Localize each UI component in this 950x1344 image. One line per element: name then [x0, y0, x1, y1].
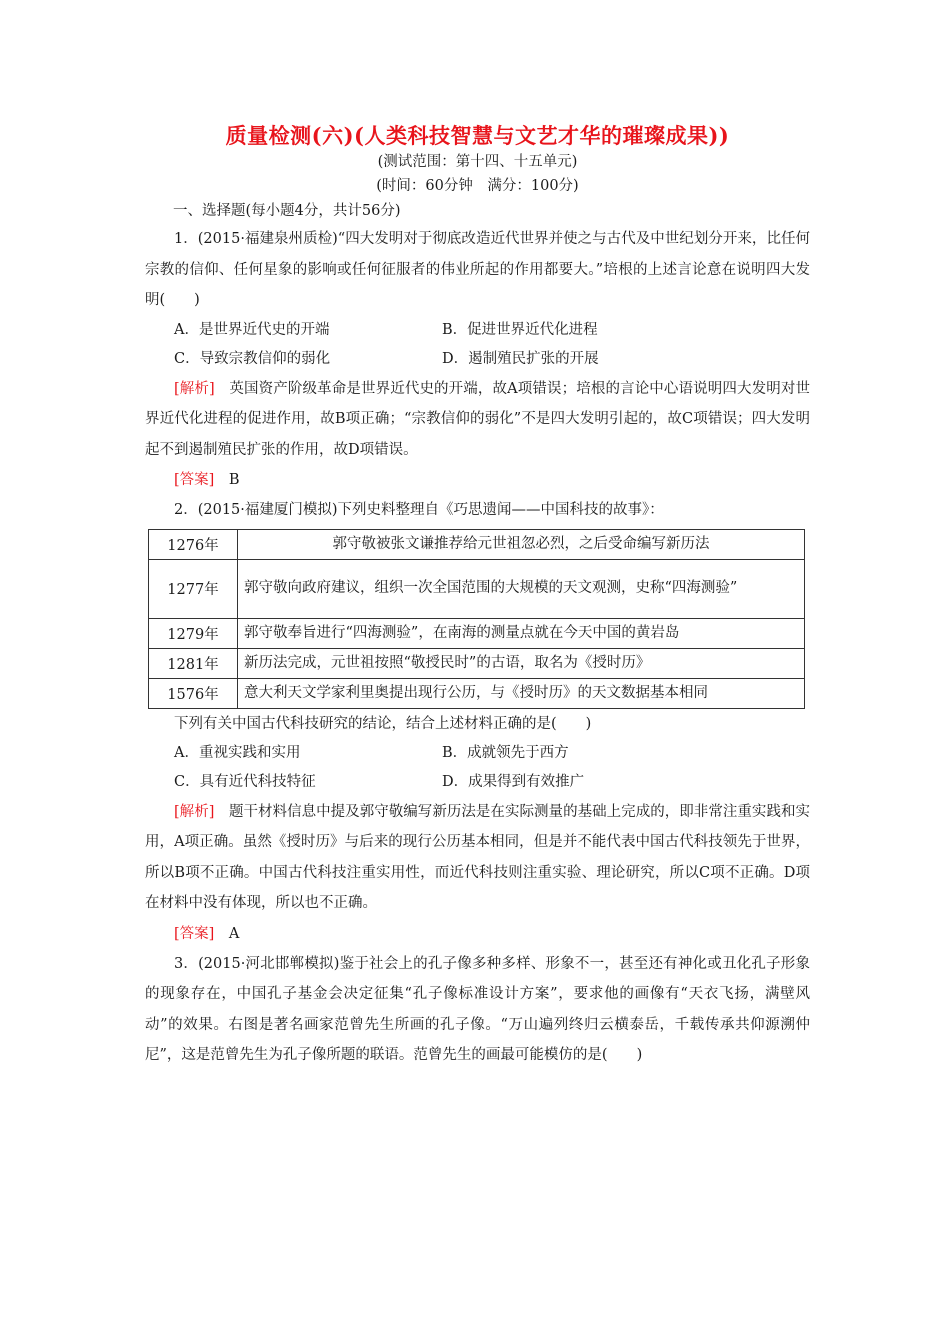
question-2-options — [145, 739, 810, 797]
table-cell-event: 新历法完成，元世祖按照“敬授民时”的古语，取名为《授时历》 — [238, 648, 805, 678]
question-1-answer — [145, 465, 810, 495]
answer-value: A — [214, 925, 240, 942]
history-table — [148, 529, 805, 709]
question-1-options — [145, 316, 810, 374]
option-d: D．成果得到有效推广 — [442, 773, 585, 790]
table-cell-year: 1276年 — [149, 529, 238, 559]
option-d: D．遏制殖民扩张的开展 — [442, 350, 599, 367]
table-row — [149, 559, 805, 618]
answer-tag: [答案] — [174, 925, 215, 942]
table-row — [149, 678, 805, 708]
question-2-answer — [145, 919, 810, 949]
question-1-analysis — [145, 374, 810, 466]
question-1-stem: 1．(2015·福建泉州质检)“四大发明对于彻底改造近代世界并使之与古代及中世纪划分开来，比任何宗教的信仰、任何星象的影响或任何征服者的伟业所起的作用都要大。”培根的上述言论意在说明四大发明( ) — [145, 231, 810, 308]
table-cell-event: 郭守敬奉旨进行“四海测验”，在南海的测量点就在今天中国的黄岩岛 — [238, 618, 805, 648]
table-cell-event: 郭守敬向政府建议，组织一次全国范围的大规模的天文观测，史称“四海测验” — [238, 559, 805, 618]
table-row — [149, 648, 805, 678]
option-b: B．成就领先于西方 — [442, 744, 569, 761]
test-time: (时间：60分钟 满分：100分) — [376, 178, 579, 194]
question-1 — [145, 224, 810, 495]
option-c: C．具有近代科技特征 — [174, 773, 316, 790]
analysis-tag: [解析] — [174, 380, 215, 397]
test-scope: (测试范围：第十四、十五单元) — [377, 154, 578, 170]
analysis-tag: [解析] — [174, 803, 215, 820]
option-a: A．是世界近代史的开端 — [174, 321, 330, 338]
option-c: C．导致宗教信仰的弱化 — [174, 350, 331, 367]
table-cell-year: 1277年 — [149, 559, 238, 618]
question-3-stem: 3．(2015·河北邯郸模拟)鉴于社会上的孔子像多种多样、形象不一，甚至还有神化或丑化孔子形象的现象存在，中国孔子基金会决定征集“孔子像标准设计方案”，要求他的画像有“天衣飞扬，满壁风动”的效果。右图是著名画家范曾先生所画的孔子像。“万山遍列终归云横泰岳，千载传承共仰源溯仲尼”，这是范曾先生为孔子像所题的联语。范曾先生的画最可能模仿的是( ) — [145, 955, 810, 1063]
question-2 — [145, 495, 810, 949]
question-2-analysis — [145, 797, 810, 919]
analysis-text: 英国资产阶级革命是世界近代史的开端，故A项错误；培根的言论中心语说明四大发明对世界近代化进程的促进作用，故B项正确；“宗教信仰的弱化”不是四大发明引起的，故C项错误；四大发明起不到遏制殖民扩张的作用，故D项错误。 — [145, 380, 810, 458]
table-cell-year: 1576年 — [149, 678, 238, 708]
analysis-text: 题干材料信息中提及郭守敬编写新历法是在实际测量的基础上完成的，即非常注重实践和实用，A项正确。虽然《授时历》与后来的现行公历基本相同，但是并不能代表中国古代科技领先于世界，所以B项不正确。中国古代科技注重实用性，而近代科技则注重实验、理论研究，所以C项不正确。D项在材料中没有体现，所以也不正确。 — [145, 803, 810, 911]
section-heading: 一、选择题(每小题4分，共计56分) — [173, 203, 401, 219]
answer-tag: [答案] — [174, 472, 215, 488]
document-page — [145, 122, 810, 1071]
table-cell-event: 意大利天文学家利里奥提出现行公历，与《授时历》的天文数据基本相同 — [238, 678, 805, 708]
table-cell-year: 1281年 — [149, 648, 238, 678]
page-title: 质量检测(六)(人类科技智慧与文艺才华的璀璨成果)) — [225, 123, 730, 148]
table-row — [149, 529, 805, 559]
table-cell-event: 郭守敬被张文谦推荐给元世祖忽必烈，之后受命编写新历法 — [238, 529, 805, 559]
question-2-stem: 2．(2015·福建厦门模拟)下列史料整理自《巧思遗闻——中国科技的故事》： — [174, 502, 664, 518]
option-b: B．促进世界近代化进程 — [442, 321, 598, 338]
option-a: A．重视实践和实用 — [174, 744, 301, 761]
answer-value: B — [214, 472, 240, 488]
table-row — [149, 618, 805, 648]
question-2-question: 下列有关中国古代科技研究的结论，结合上述材料正确的是( ) — [174, 715, 592, 732]
question-3 — [145, 949, 810, 1071]
table-cell-year: 1279年 — [149, 618, 238, 648]
